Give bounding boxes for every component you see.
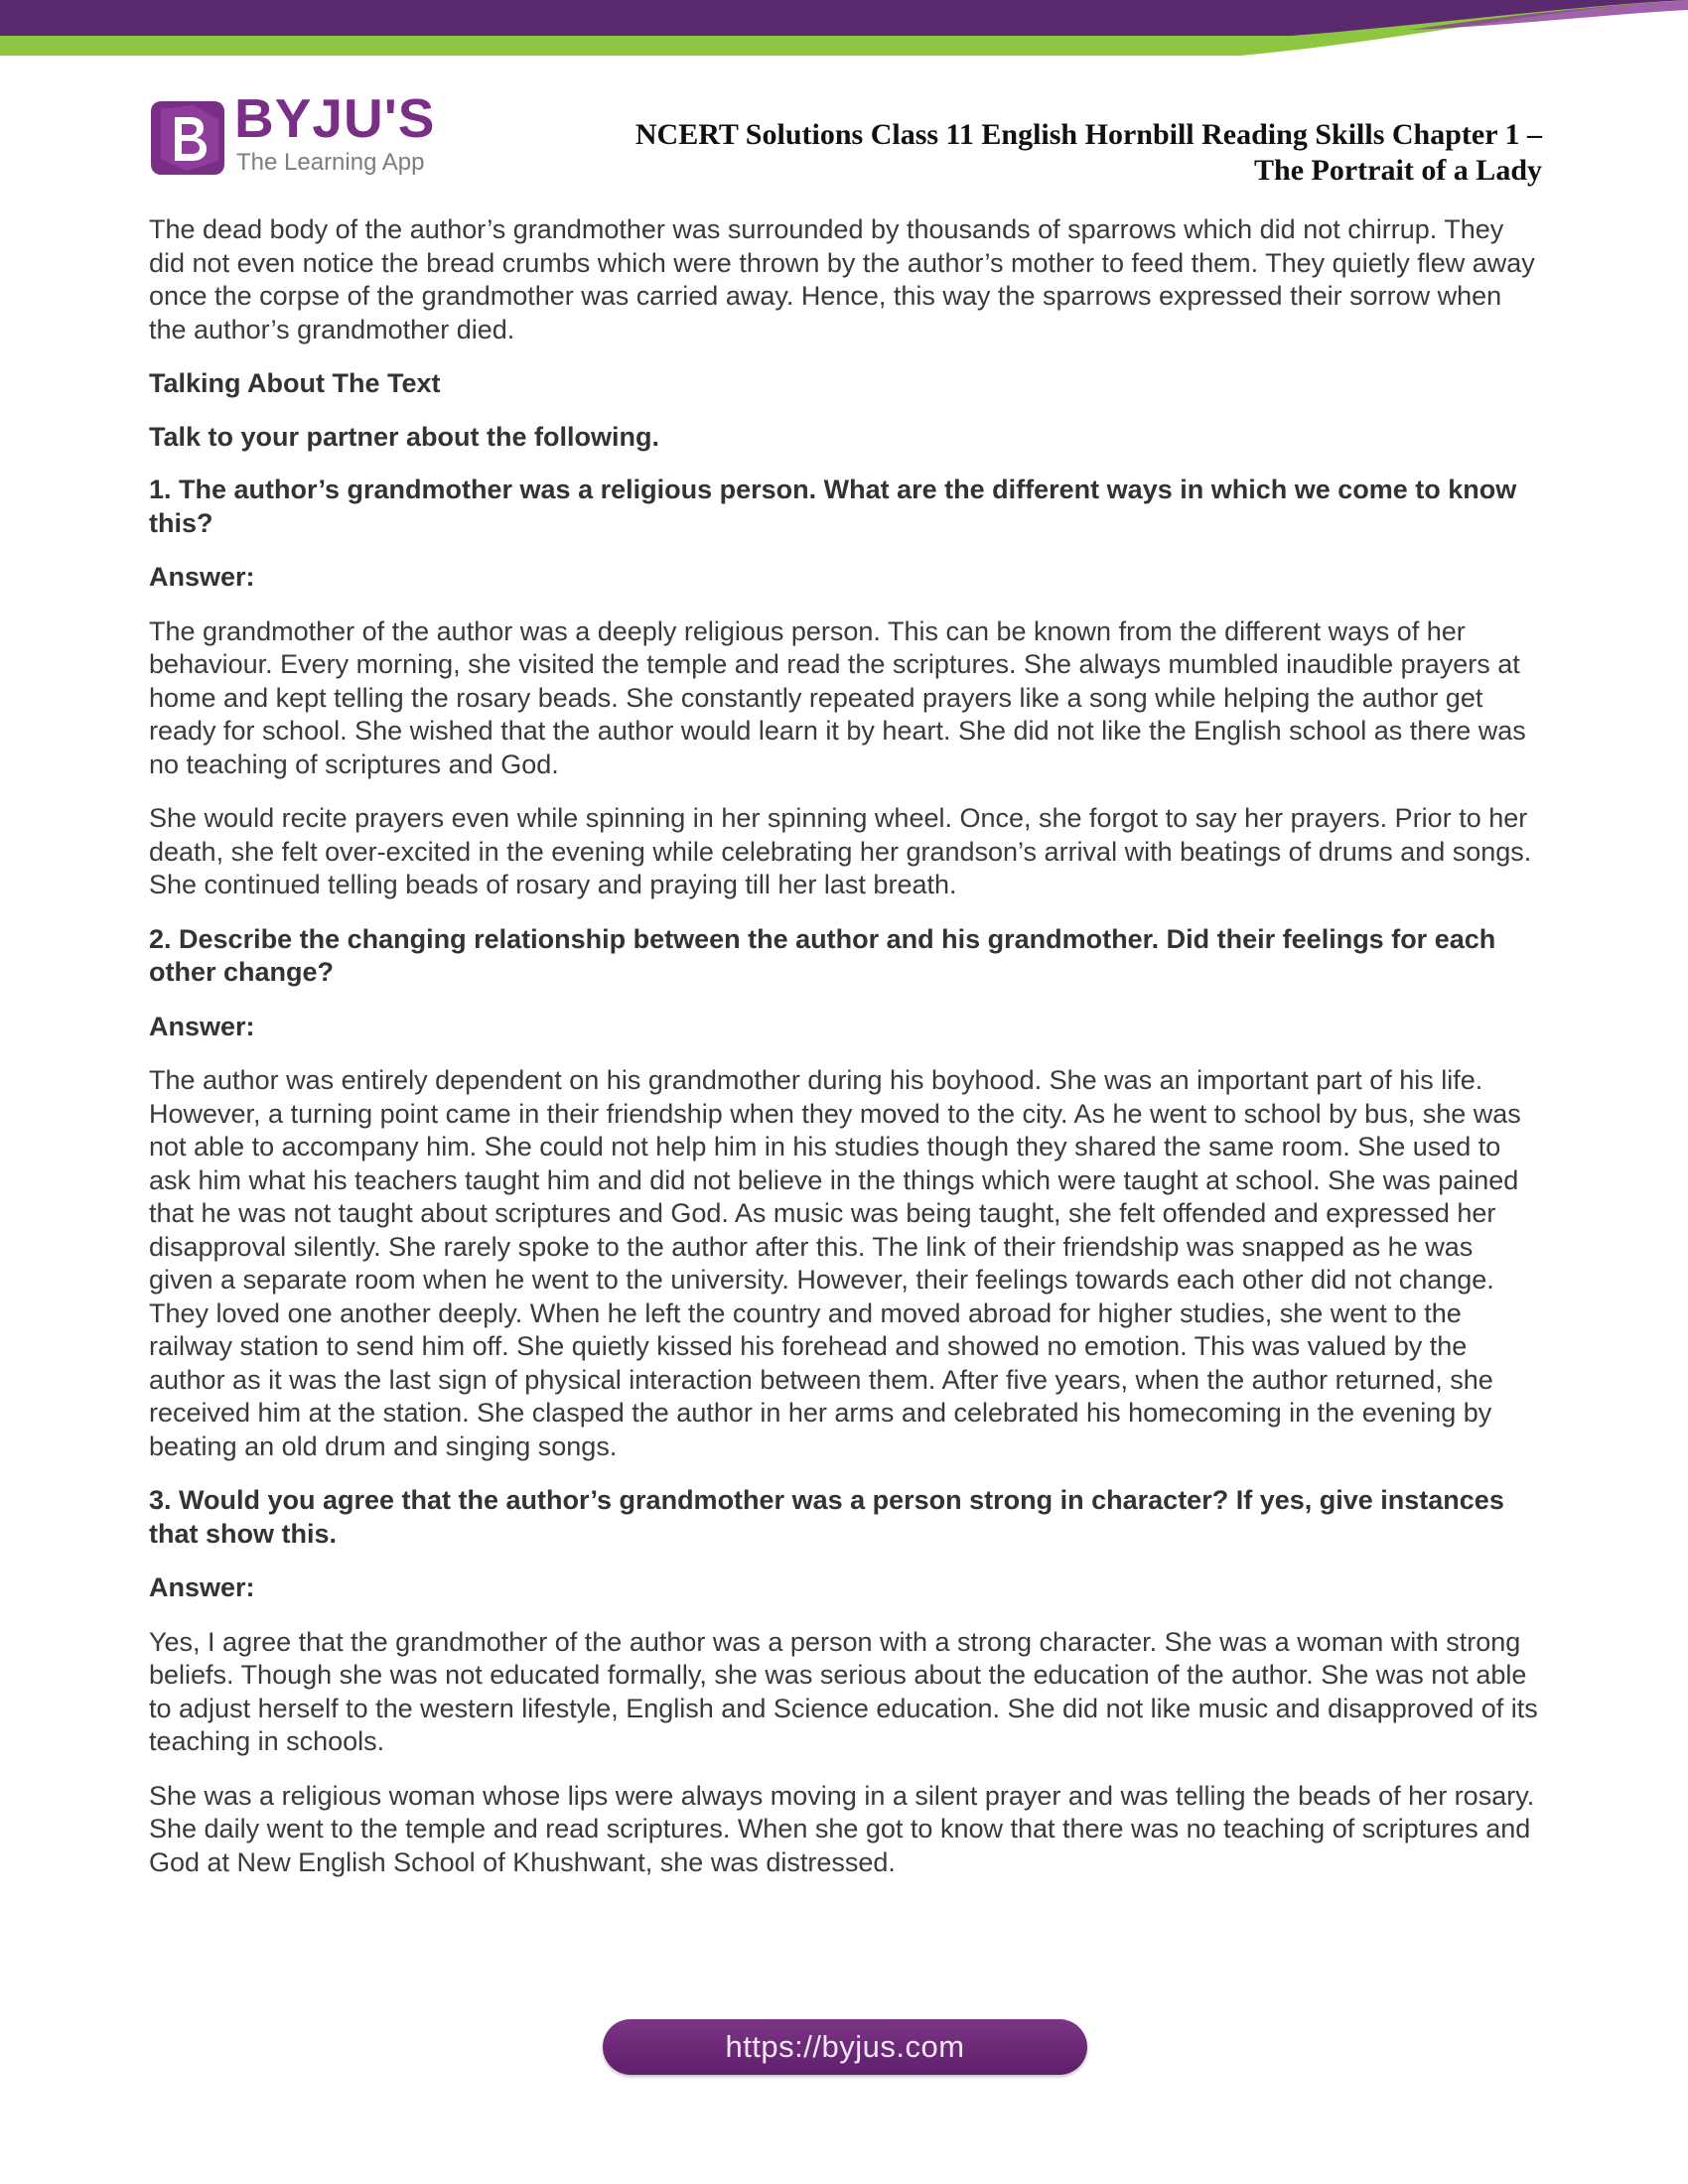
answer-label-2: Answer: [149,1011,255,1041]
question-3: 3. Would you agree that the author’s grandmother was a person strong in character? If yes, give instances that show this. [149,1485,1504,1549]
section-heading: Talking About The Text [149,368,441,398]
answer-3-paragraph-1: Yes, I agree that the grandmother of the author was a person with a strong character. She was a woman with strong beliefs. Though she was not educated formally, she was serious about the education of the author. She was not able to adjust herself to the western lifestyle, English and Science education. She did not like music and disapproved of its teaching in schools. [149,1626,1538,1756]
answer-1-paragraph-1: The grandmother of the author was a deeply religious person. This can be known from the different ways of her behaviour. Every morning, she visited the temple and read the scriptures. She always mumbled inaudible prayers at home and kept telling the rosary beads. She constantly repeated prayers like a song while helping the author get ready for school. She wished that the author would learn it by heart. She did not like the English school as there was no teaching of scriptures and God. [149,615,1526,779]
brand-name: BYJU'S [234,87,436,149]
instruction-text: Talk to your partner about the following. [149,421,660,452]
answer-2-paragraph-1: The author was entirely dependent on his grandmother during his boyhood. She was an important part of his life. However, a turning point came in their friendship when they moved to the city. As he went to school by bus, she was not able to accompany him. She could not help him in his studies though they shared the same room. She used to ask him what his teachers taught him and did not believe in the things which were taught at school. She was pained that he was not taught about scriptures and God. As music was being taught, she felt offended and expressed her disapproval silently. She rarely spoke to the author after this. The link of their friendship was snapped as he was given a separate room when he went to the university. However, their feelings towards each other did not change. They loved one another deeply. When he left the country and moved abroad for higher studies, she went to the railway station to send him off. She quietly kissed his forehead and showed no emotion. This was valued by the author as it was the last sign of physical interaction between them. After five years, when the author returned, she received him at the station. She clasped the author in her arms and celebrated his homecoming in the evening by beating an old drum and singing songs. [149,1065,1521,1461]
document-title [549,117,1542,189]
question-2: 2. Describe the changing relationship between the author and his grandmother. Did their feelings for each other change? [149,923,1496,987]
brand-tagline: The Learning App [236,149,425,176]
footer-link-button[interactable] [603,2019,1087,2075]
document-title-line-2: The Portrait of a Lady [1254,154,1542,187]
byjus-b-logo-icon [149,99,226,177]
answer-1-paragraph-2: She would recite prayers even while spinning in her spinning wheel. Once, she forgot to say her prayers. Prior to her death, she felt over-excited in the evening while celebrating her grandson’s arrival with beatings of drums and songs. She continued telling beads of rosary and praying till her last breath. [149,803,1532,899]
answer-label-1: Answer: [149,562,255,592]
byjus-logo[interactable] [149,87,437,181]
question-1: 1. The author’s grandmother was a religious person. What are the different ways in which we come to know this? [149,475,1517,538]
answer-3-paragraph-2: She was a religious woman whose lips were always moving in a silent prayer and was telling the beads of her rosary. She daily went to the temple and read scriptures. When she got to know that there was no teaching of scriptures and God at New English School of Khushwant, she was distressed. [149,1780,1535,1877]
intro-paragraph: The dead body of the author’s grandmother was surrounded by thousands of sparrows which did not chirrup. They did not even notice the bread crumbs which were thrown by the author’s mother to feed them. They quietly flew away once the corpse of the grandmother was carried away. Hence, this way the sparrows expressed their sorrow when the author’s grandmother died. [149,214,1535,344]
footer-url[interactable]: https://byjus.com [725,2029,965,2064]
document-title-line-1: NCERT Solutions Class 11 English Hornbill Reading Skills Chapter 1 – [634,118,1542,151]
answer-label-3: Answer: [149,1572,255,1602]
top-decorative-band [0,0,1688,60]
document-body [149,213,1544,1900]
